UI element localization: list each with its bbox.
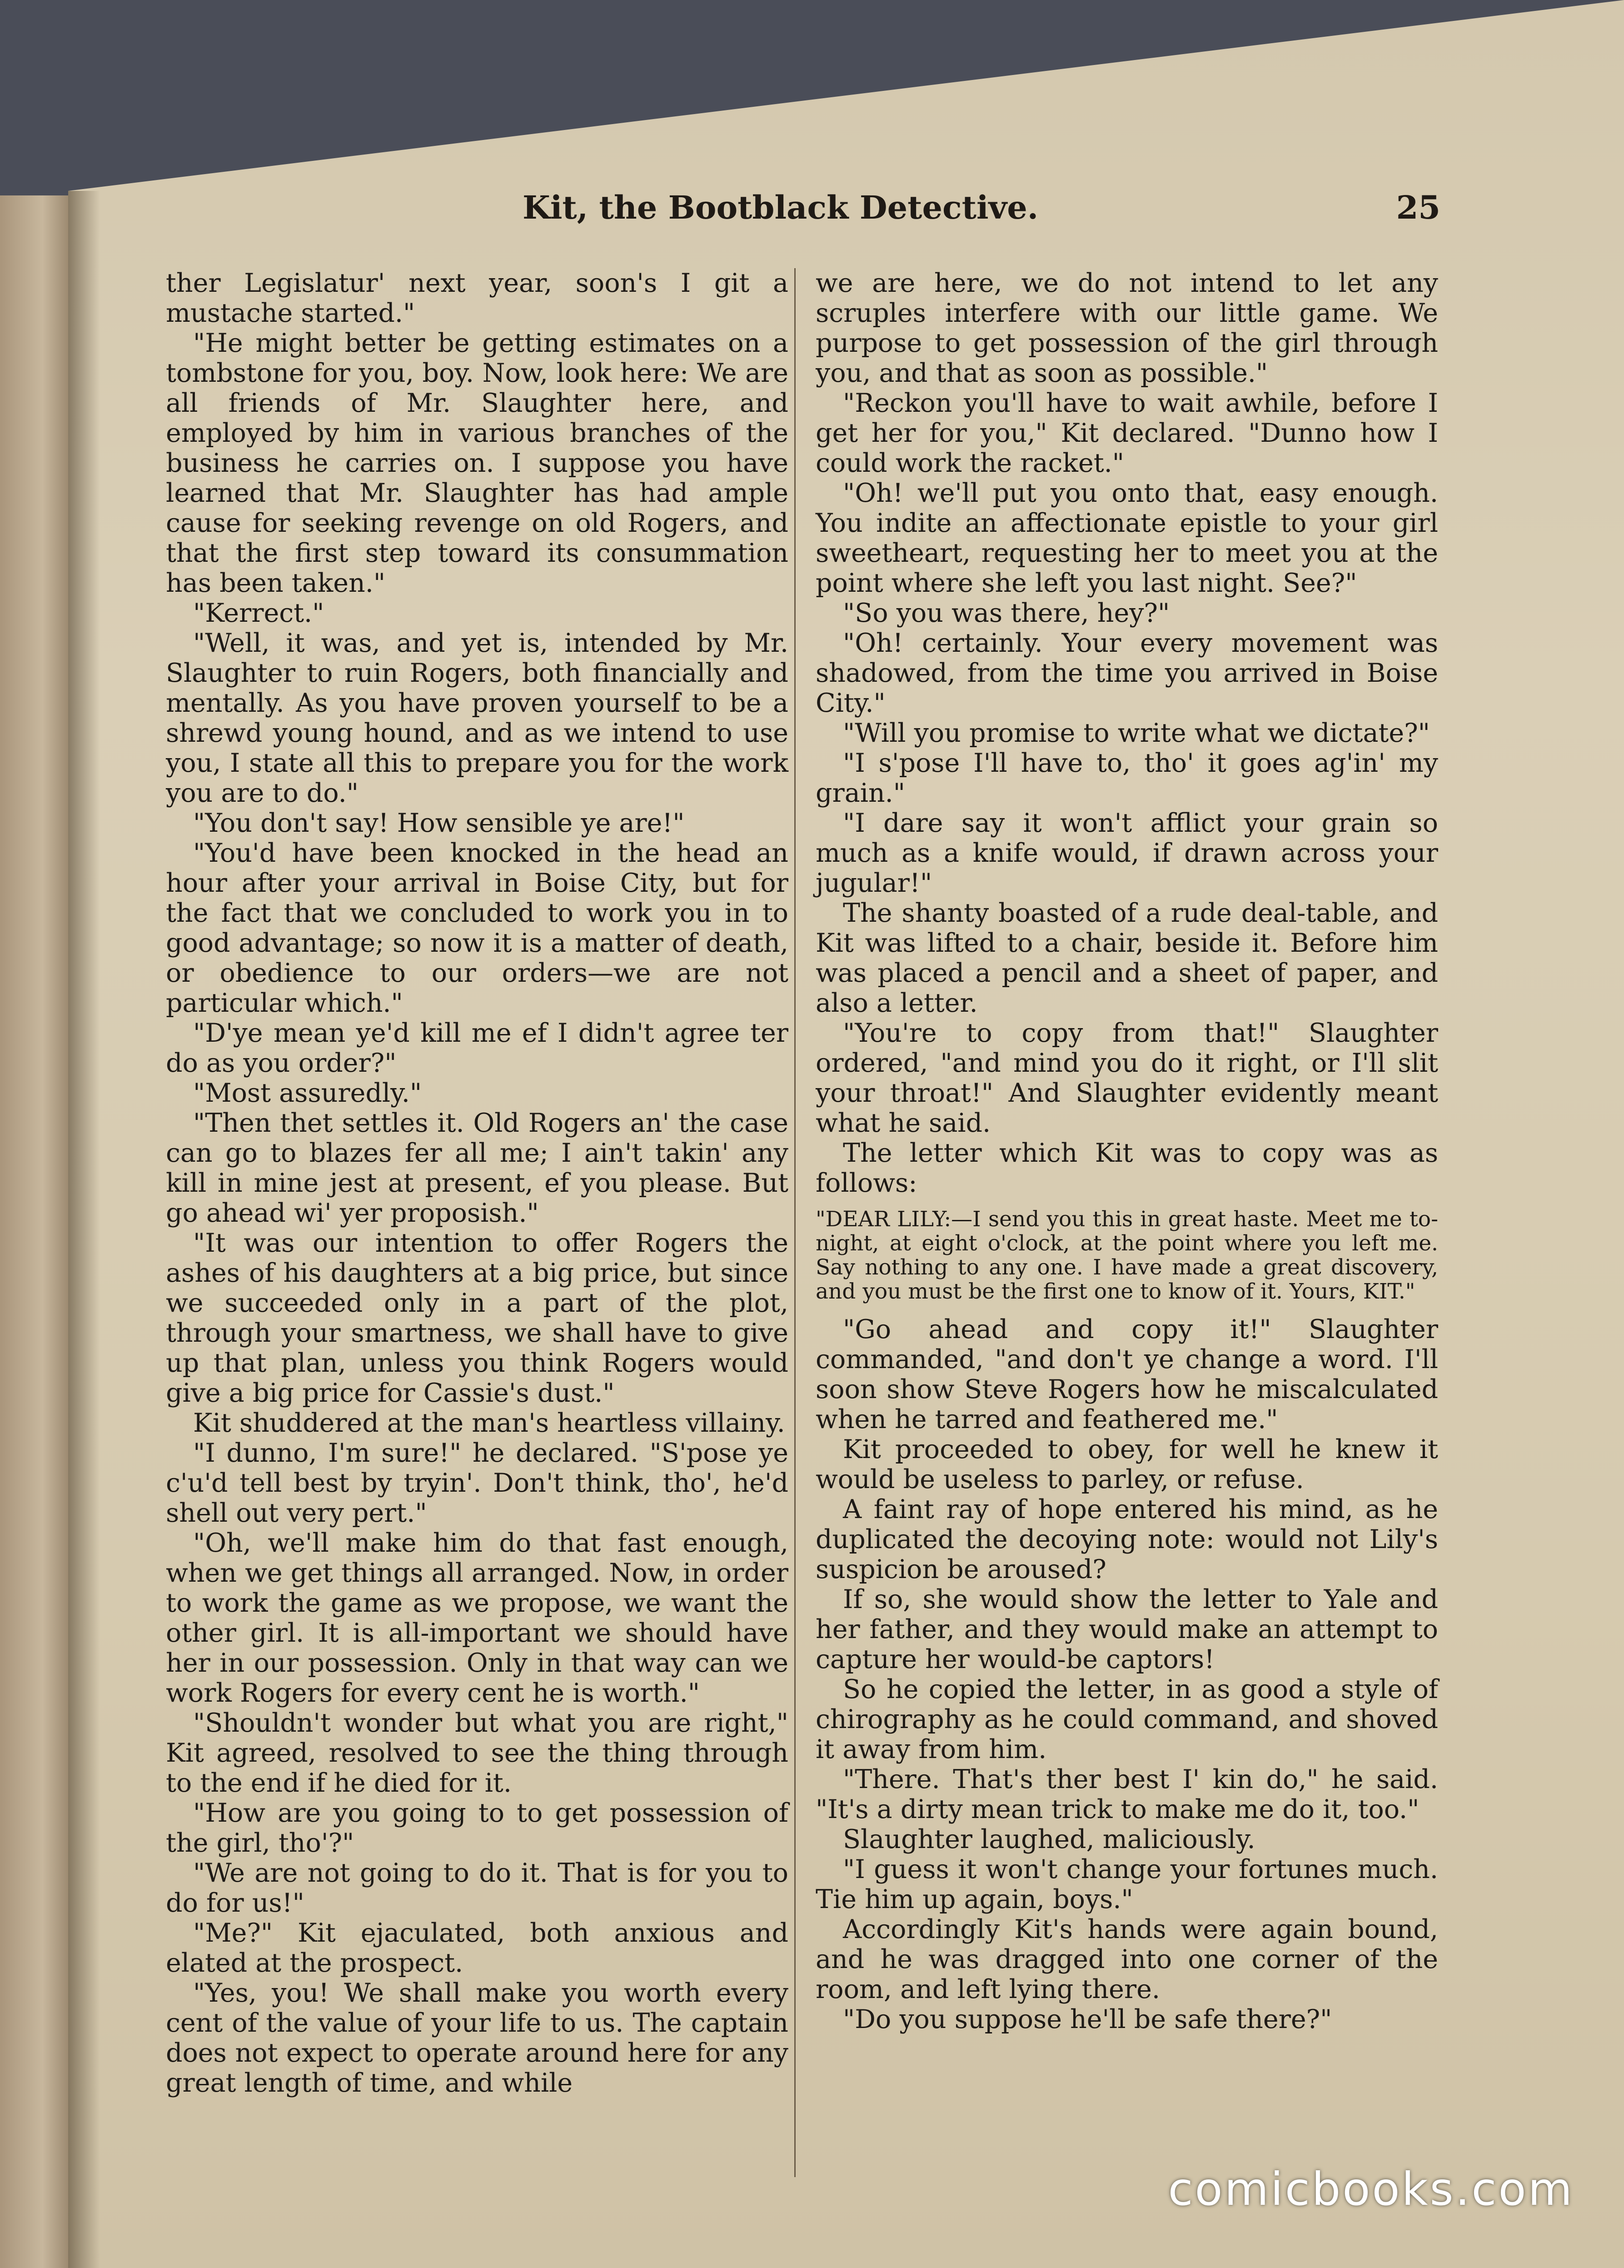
paragraph: Kit shuddered at the man's heartless villainy. bbox=[193, 1408, 785, 1438]
paragraph: "How are you going to to get possession of the girl, tho'?" bbox=[166, 1798, 788, 1858]
paragraph: Slaughter laughed, maliciously. bbox=[843, 1824, 1255, 1854]
running-title: Kit, the Bootblack Detective. bbox=[523, 189, 1039, 226]
paragraph: A faint ray of hope entered his mind, as he duplicated the decoying note: would not Lily's suspicion be aroused? bbox=[816, 1494, 1438, 1584]
paragraph: "I dare say it won't afflict your grain so much as a knife would, if drawn across your jugular!" bbox=[816, 808, 1438, 898]
paragraph: "He might better be getting estimates on a tombstone for you, boy. Now, look here: We are all friends of Mr. Slaughter here, and employed by him in various branches of the business he carries on. I suppose you have learned that Mr. Slaughter has had ample cause for seeking revenge on old Rogers, and that the first step toward its consummation has been taken." bbox=[166, 328, 788, 598]
paragraph: "Shouldn't wonder but what you are right," Kit agreed, resolved to see the thing through to the end if he died for it. bbox=[166, 1708, 788, 1798]
paragraph: "Then thet settles it. Old Rogers an' the case can go to blazes fer all me; I ain't takin' any kill in mine jest at present, ef you please. But go ahead wi' yer proposish." bbox=[166, 1108, 788, 1228]
paragraph: we are here, we do not intend to let any scruples interfere with our little game. We purpose to get possession of the girl through you, and that as soon as possible." bbox=[816, 268, 1438, 388]
text-column-right bbox=[816, 268, 1438, 2034]
paragraph: "Yes, you! We shall make you worth every cent of the value of your life to us. The captain does not expect to operate around here for any great length of time, and while bbox=[166, 1978, 788, 2098]
paragraph: "It was our intention to offer Rogers the ashes of his daughters at a big price, but since we succeeded only in a part of the plot, through your smartness, we shall have to give up that plan, unless you think Rogers would give a big price for Cassie's dust." bbox=[166, 1228, 788, 1408]
paragraph: "I guess it won't change your fortunes much. Tie him up again, boys." bbox=[816, 1854, 1438, 1914]
paragraph: "I dunno, I'm sure!" he declared. "S'pose ye c'u'd tell best by tryin'. Don't think, tho', he'd shell out very pert." bbox=[166, 1438, 788, 1528]
paragraph: "Kerrect." bbox=[193, 598, 324, 628]
page-number: 25 bbox=[1396, 189, 1440, 226]
facing-page-edge bbox=[0, 195, 77, 2268]
paragraph: "You don't say! How sensible ye are!" bbox=[193, 808, 685, 838]
paragraph: "Do you suppose he'll be safe there?" bbox=[843, 2004, 1332, 2034]
paragraph: "Oh! we'll put you onto that, easy enough. You indite an affectionate epistle to your girl sweetheart, requesting her to meet you at the point where she left you last night. See?" bbox=[816, 478, 1438, 598]
paragraph: If so, she would show the letter to Yale and her father, and they would make an attempt to capture her would-be captors! bbox=[816, 1584, 1438, 1674]
paragraph: "We are not going to do it. That is for you to do for us!" bbox=[166, 1858, 788, 1918]
site-watermark: comicbooks.com bbox=[1168, 2163, 1574, 2216]
paragraph: ther Legislatur' next year, soon's I git a mustache started." bbox=[166, 268, 788, 328]
paragraph: "So you was there, hey?" bbox=[843, 598, 1170, 628]
paragraph: "You're to copy from that!" Slaughter ordered, "and mind you do it right, or I'll slit your throat!" And Slaughter evidently meant what he said. bbox=[816, 1018, 1438, 1138]
paragraph: "Oh, we'll make him do that fast enough, when we get things all arranged. Now, in order to work the game as we propose, we want the other girl. It is all-important we should have her in our possession. Only in that way can we work Rogers for every cent he is worth." bbox=[166, 1528, 788, 1708]
paragraph: "Me?" Kit ejaculated, both anxious and elated at the prospect. bbox=[166, 1918, 788, 1978]
paragraph: The shanty boasted of a rude deal-table, and Kit was lifted to a chair, beside it. Before him was placed a pencil and a sheet of paper, and also a letter. bbox=[816, 898, 1438, 1018]
paragraph: "There. That's ther best I' kin do," he said. "It's a dirty mean trick to make me do it, too." bbox=[816, 1764, 1438, 1824]
paragraph: So he copied the letter, in as good a style of chirography as he could command, and shoved it away from him. bbox=[816, 1674, 1438, 1764]
quoted-letter: "DEAR LILY:—I send you this in great haste. Meet me to-night, at eight o'clock, at the point where you left me. Say nothing to any one. I have made a great discovery, and you must be the first one to know of it. Yours, KIT." bbox=[816, 1207, 1438, 1304]
paragraph: "Well, it was, and yet is, intended by Mr. Slaughter to ruin Rogers, both financially and mentally. As you have proven yourself to be a shrewd young hound, and as we intend to use you, I state all this to prepare you for the work you are to do." bbox=[166, 628, 788, 808]
paragraph: "Will you promise to write what we dictate?" bbox=[843, 718, 1430, 748]
paragraph: "Reckon you'll have to wait awhile, before I get her for you," Kit declared. "Dunno how I could work the racket." bbox=[816, 388, 1438, 478]
paragraph: "I s'pose I'll have to, tho' it goes ag'in' my grain." bbox=[816, 748, 1438, 808]
paragraph: "Oh! certainly. Your every movement was shadowed, from the time you arrived in Boise City." bbox=[816, 628, 1438, 718]
paragraph: Accordingly Kit's hands were again bound, and he was dragged into one corner of the room, and left lying there. bbox=[816, 1914, 1438, 2004]
paragraph: "You'd have been knocked in the head an hour after your arrival in Boise City, but for the fact that we concluded to work you in to good advantage; so now it is a matter of death, or obedience to our orders—we are not particular which." bbox=[166, 838, 788, 1018]
column-rule bbox=[794, 268, 796, 2177]
gutter-shadow bbox=[68, 191, 100, 2268]
paragraph: The letter which Kit was to copy was as follows: bbox=[816, 1138, 1438, 1198]
text-column-left bbox=[166, 268, 788, 2098]
paragraph: Kit proceeded to obey, for well he knew it would be useless to parley, or refuse. bbox=[816, 1434, 1438, 1494]
page-header bbox=[523, 189, 1440, 239]
paragraph: "Most assuredly." bbox=[193, 1078, 422, 1108]
paragraph: "Go ahead and copy it!" Slaughter commanded, "and don't ye change a word. I'll soon show Steve Rogers how he miscalculated when he tarred and feathered me." bbox=[816, 1314, 1438, 1434]
paragraph: "D'ye mean ye'd kill me ef I didn't agree ter do as you order?" bbox=[166, 1018, 788, 1078]
